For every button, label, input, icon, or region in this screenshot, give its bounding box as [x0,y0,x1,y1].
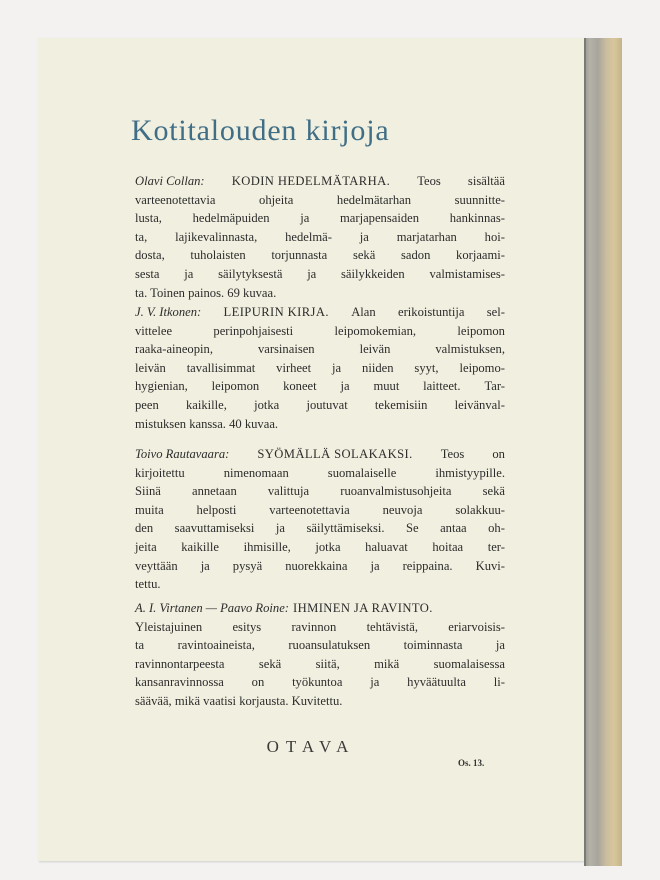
entry-line [135,322,505,341]
entry-word: oh- [488,521,505,536]
entry-title: IHMINEN JA RAVINTO. [293,601,433,615]
entry-word: Se [405,521,419,536]
entry-word: sekä [482,484,505,499]
spine-edge [584,38,586,866]
entry-word: tehtävistä, [366,619,418,634]
entry-word: sekä [352,248,376,263]
entry-line [135,396,505,415]
entry-title: KODIN HEDELMÄTARHA. [231,174,391,188]
entry-word: mikä [374,656,400,671]
entry-word: vittelee [135,323,173,338]
publisher-name: OTAVA [266,737,356,756]
entry-line [135,191,505,210]
entry-word: varteenotettavia [135,192,216,207]
entry-word: leipomokemian, [334,323,417,338]
entry-word: Tar- [484,379,505,394]
entry-word: torjunnasta [271,248,328,263]
entry-word: muut [373,379,400,394]
entry-word: dosta, [135,248,165,263]
entry-word: ihmistyypille. [435,465,505,480]
entry-word: valmistuksen, [435,342,505,357]
entry-word: jotka [315,539,341,554]
entry-word: ravinnontarpeesta [135,656,225,671]
entry-line [135,228,505,247]
entry-word: suunnitte- [454,192,505,207]
entry-word: ja [275,521,285,536]
entry-word: hedelmäpuiden [192,211,270,226]
entry-word: den [135,521,154,536]
entry-line [135,209,505,228]
entry-word: marjatarhan [396,229,457,244]
entry-line [135,464,505,483]
entry-word: peen [135,397,159,412]
entry-author: A. I. Virtanen — Paavo Roine: [135,601,290,615]
entry-word: Yleistajuinen [135,619,203,634]
entry-word: solakkuu- [455,502,505,517]
catalog-code: Os. 13. [458,758,485,768]
entry-word: kaikille [181,539,220,554]
entry-word: työkuntoa [292,675,343,690]
entry-line [135,246,505,265]
entry-word: ja [200,558,210,573]
entry-word: Kuvi- [475,558,505,573]
entry-word: nimenomaan [223,465,289,480]
entry-word: valmistamises- [429,266,505,281]
entry-word: raaka-aineopin, [135,342,213,357]
entry-word: Siinä [135,484,161,499]
entry-line [135,519,505,538]
entry-word: säilytyksestä [218,266,283,281]
book-entry [135,599,505,711]
entry-word: on [492,447,505,461]
entry-line [135,482,505,501]
entry-line [135,618,505,637]
entry-word: hedelmä- [285,229,332,244]
entry-line [135,340,505,359]
entry-word: säilyttämiseksi. [306,521,385,536]
entry-word: leivän [359,342,391,357]
entry-word: joutuvat [306,397,348,412]
entry-word: li- [493,675,505,690]
entry-word: ruoanvalmistusohjeita [340,484,452,499]
entry-word: Alan [351,305,376,319]
entry-word: veyttään [135,558,178,573]
entry-word: ravintoaineista, [177,638,255,653]
entry-word: kirjoitettu [135,465,185,480]
entry-line: mistuksen kanssa. 40 kuvaa. [135,416,279,431]
entry-word: tekemisiin [374,397,428,412]
entry-word: ja [300,211,310,226]
entry-word: ihmisille, [243,539,291,554]
entry-word: nuorekkaina [285,558,348,573]
entry-word: valittuja [267,484,310,499]
entry-author: Olavi Collan: [135,174,205,188]
entry-word: ta [135,638,145,653]
entry-word: ohjeita [259,192,294,207]
entry-word: virheet [276,360,312,375]
entry-word: koneet [283,379,317,394]
entry-line [135,377,505,396]
entry-word: lajikevalinnasta, [175,229,258,244]
book-entry [135,303,505,433]
entry-word: ja [359,229,369,244]
entry-word: ta, [135,229,148,244]
entry-line [135,655,505,674]
entry-first-line [135,303,505,322]
entry-word: ja [370,558,380,573]
entry-word: reippaina. [402,558,453,573]
entry-word: on [251,675,265,690]
book-entry [135,172,505,302]
entry-word: annetaan [192,484,237,499]
entry-word: leipomo- [459,360,505,375]
entry-word: ja [184,266,194,281]
entry-word: ja [340,379,350,394]
entry-line [135,265,505,284]
entry-word: saavuttamiseksi [174,521,255,536]
entry-word: leipomon [211,379,260,394]
entry-word: helposti [196,502,237,517]
entry-word: sekä [258,656,282,671]
page-title: Kotitalouden kirjoja [131,114,390,147]
entry-word: säilykkeiden [341,266,405,281]
entry-word: Teos [440,447,465,461]
entry-first-line [135,599,505,618]
entry-word: muita [135,502,164,517]
entry-word: erikoistuntija [398,305,465,319]
entry-word: leivän [135,360,166,375]
entry-word: lusta, [135,211,162,226]
book-spine [584,38,622,866]
entry-word: antaa [440,521,467,536]
entry-word: leipomon [457,323,505,338]
entry-word: leivänval- [454,397,505,412]
entry-word: toiminnasta [403,638,463,653]
entry-word: ruoansulatuksen [288,638,371,653]
entry-word: suomalaiselle [327,465,397,480]
entry-word: hoi- [484,229,505,244]
entry-word: Teos [417,174,441,188]
entry-word: ja [332,360,342,375]
entry-word: hedelmätarhan [336,192,412,207]
entry-word: hoitaa [432,539,464,554]
entry-word: hankinnas- [449,211,505,226]
entry-word: eriarvoisis- [448,619,505,634]
entry-line [135,673,505,692]
entry-line [135,538,505,557]
entry-word: hyväätuulta [407,675,466,690]
entry-word: marjapensaiden [339,211,420,226]
entry-word: suomalaisessa [433,656,505,671]
entry-word: sesta [135,266,160,281]
entry-word: jotka [254,397,280,412]
entry-title: SYÖMÄLLÄ SOLAKAKSI. [257,447,413,461]
cover-content [38,38,584,861]
entry-line: tettu. [135,577,161,592]
entry-word: ravinnon [291,619,337,634]
entry-word: tuholaisten [190,248,246,263]
entry-first-line [135,172,505,191]
entry-word: syyt, [414,360,439,375]
entry-word: sadon [400,248,431,263]
entry-word: ja [495,638,505,653]
entry-word: ja [307,266,317,281]
entry-word: pysyä [232,558,263,573]
entry-line: ta. Toinen painos. 69 kuvaa. [135,285,277,300]
entry-word: varsinaisen [257,342,315,357]
entry-first-line [135,445,505,464]
entry-word: ja [370,675,380,690]
entry-word: varteenotettavia [269,502,350,517]
entry-word: laitteet. [423,379,461,394]
entry-word: sisältää [467,174,505,188]
entry-author: Toivo Rautavaara: [135,447,230,461]
entry-word: tavallisimmat [186,360,256,375]
entry-word: jeita [135,539,157,554]
entry-word: sel- [486,305,505,319]
entry-word: hygienian, [135,379,188,394]
entry-title: LEIPURIN KIRJA. [223,305,329,319]
entry-line [135,557,505,576]
entry-line [135,636,505,655]
entry-word: esitys [232,619,262,634]
entry-line: säävää, mikä vaatisi korjausta. Kuvitettu. [135,693,343,708]
entry-word: ter- [487,539,505,554]
book-entry [135,445,505,594]
entry-word: perinpohjaisesti [213,323,294,338]
entry-line [135,359,505,378]
entry-word: neuvoja [382,502,423,517]
book [38,38,622,866]
entry-word: kansanravinnossa [135,675,224,690]
entry-word: haluavat [365,539,408,554]
entry-word: kaikille, [185,397,227,412]
entry-author: J. V. Itkonen: [135,305,202,319]
entry-word: siitä, [315,656,340,671]
entry-word: korjaami- [456,248,505,263]
entry-word: niiden [362,360,394,375]
entry-line [135,501,505,520]
